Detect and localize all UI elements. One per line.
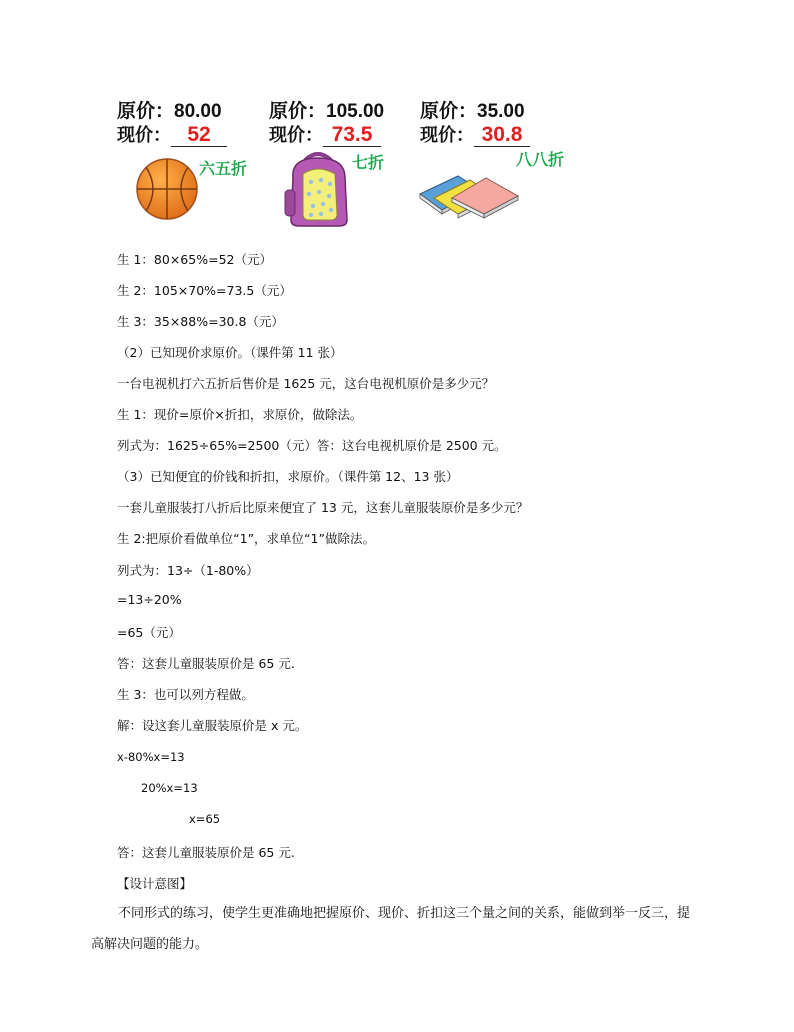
- text-line: （3）已知便宜的价钱和折扣，求原价。（课件第 12、13 张）: [117, 469, 459, 484]
- text-line: 答：这套儿童服装原价是 65 元.: [117, 845, 295, 860]
- equation-line: 20%x=13: [141, 781, 198, 795]
- text-line: 生 1：80×65%=52（元）: [117, 252, 272, 267]
- text-line: 解：设这套儿童服装原价是 x 元。: [117, 718, 308, 733]
- current-price-3: 现价： 30.8: [420, 121, 530, 147]
- section-heading: 【设计意图】: [117, 876, 193, 891]
- current-price-1: 现价： 52: [117, 121, 227, 147]
- text-line: 生 2：105×70%=73.5（元）: [117, 283, 292, 298]
- discount-label-1: 六五折: [199, 159, 248, 178]
- text-line: 生 2:把原价看做单位“1”，求单位“1”做除法。: [117, 531, 375, 546]
- text-line: 生 3：也可以列方程做。: [117, 687, 254, 702]
- original-price-3: 原价：35.00: [420, 101, 525, 122]
- backpack-icon: [283, 150, 353, 232]
- text-line: 一台电视机打六五折后售价是 1625 元，这台电视机原价是多少元？: [117, 376, 495, 391]
- current-price-2: 现价： 73.5: [269, 121, 381, 147]
- text-line: 列式为：1625÷65%=2500（元）答：这台电视机原价是 2500 元。: [117, 438, 507, 453]
- text-line: 列式为：13÷（1-80%）: [117, 563, 259, 578]
- original-price-1: 原价：80.00: [117, 101, 222, 122]
- text-line: =13÷20%: [117, 592, 182, 607]
- text-line: =65（元）: [117, 625, 181, 640]
- conclusion-paragraph: 不同形式的练习，使学生更准确地把握原价、现价、折扣这三个量之间的关系，能做到举一反三，提高解决问题的能力。: [91, 906, 691, 952]
- basketball-icon: [134, 157, 200, 225]
- discount-label-3: 八八折: [516, 150, 565, 169]
- equation-line: x=65: [189, 812, 221, 826]
- text-line: 一套儿童服装打八折后比原来便宜了 13 元，这套儿童服装原价是多少元？: [117, 500, 529, 515]
- original-price-2: 原价：105.00: [269, 101, 385, 122]
- discount-label-2: 七折: [352, 153, 385, 172]
- equation-line: x-80%x=13: [117, 750, 185, 764]
- text-line: （2）已知现价求原价。（课件第 11 张）: [117, 345, 343, 360]
- text-line: 答：这套儿童服装原价是 65 元.: [117, 656, 295, 671]
- books-icon: [418, 168, 522, 224]
- text-line: 生 1：现价=原价×折扣，求原价，做除法。: [117, 407, 363, 422]
- text-line: 生 3：35×88%=30.8（元）: [117, 314, 284, 329]
